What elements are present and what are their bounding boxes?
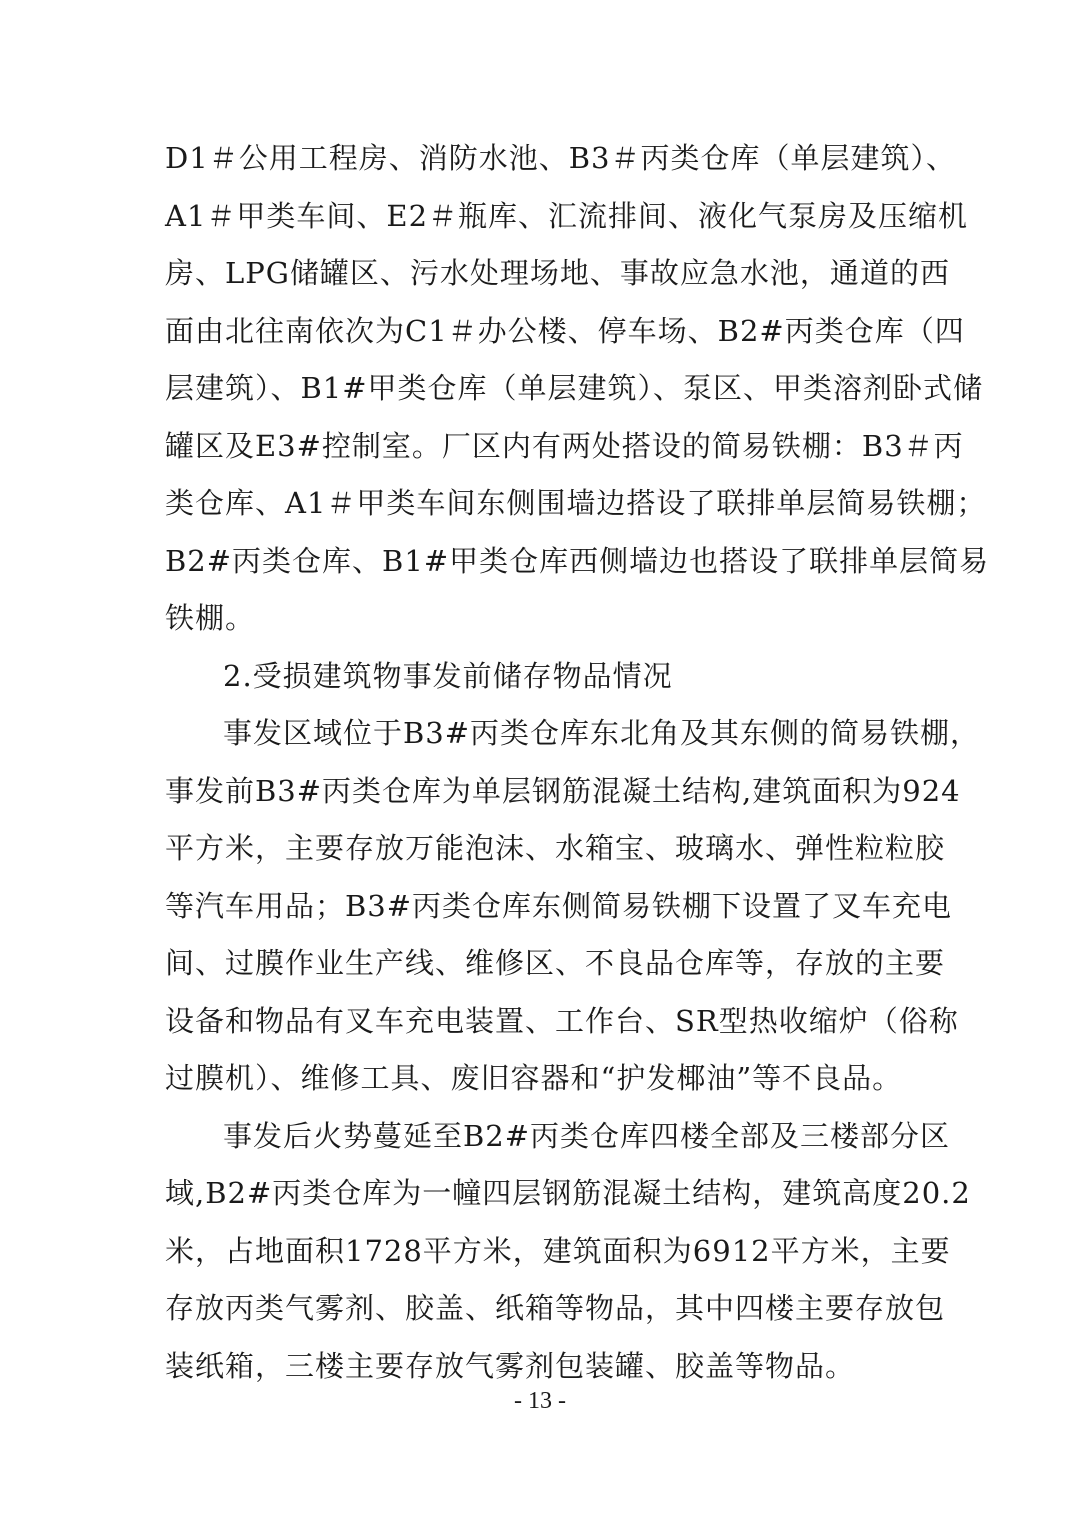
text-line: 铁棚。: [165, 601, 256, 635]
document-body: [165, 130, 990, 1395]
text-line: 类仓库、A1＃甲类车间东侧围墙边搭设了联排单层简易铁棚；: [165, 486, 987, 520]
text-line: D1＃公用工程房、消防水池、B3＃丙类仓库（单层建筑）、: [165, 141, 956, 175]
paragraph-fire-spread: [165, 1108, 971, 1396]
text-line: 事发后火势蔓延至B2#丙类仓库四楼全部及三楼部分区: [223, 1118, 951, 1153]
text-line: 装纸箱，三楼主要存放气雾剂包装罐、胶盖等物品。: [165, 1348, 856, 1383]
text-line: 事发前B3#丙类仓库为单层钢筋混凝土结构,建筑面积为924: [165, 773, 961, 808]
text-line: 设备和物品有叉车充电装置、工作台、SR型热收缩炉（俗称: [165, 1003, 959, 1038]
page-number: - 13 -: [514, 1388, 566, 1414]
text-line: 等汽车用品；B3#丙类仓库东侧简易铁棚下设置了叉车充电: [165, 888, 953, 923]
text-line: 面由北往南依次为C1＃办公楼、停车场、B2#丙类仓库（四: [165, 313, 965, 348]
paragraph-incident-area: [165, 705, 981, 1108]
text-line: 米，占地面积1728平方米，建筑面积为6912平方米，主要: [165, 1233, 951, 1268]
text-line: 存放丙类气雾剂、胶盖、纸箱等物品，其中四楼主要存放包: [165, 1291, 946, 1325]
text-line: 域,B2#丙类仓库为一幢四层钢筋混凝土结构，建筑高度20.2: [165, 1176, 971, 1210]
section-heading: 2.受损建筑物事发前储存物品情况: [223, 658, 673, 693]
text-line: 罐区及E3#控制室。厂区内有两处搭设的简易铁棚：B3＃丙: [165, 428, 964, 463]
text-line: B2#丙类仓库、B1#甲类仓库西侧墙边也搭设了联排单层简易: [165, 543, 990, 578]
text-line: A1＃甲类车间、E2＃瓶库、汇流排间、液化气泵房及压缩机: [165, 198, 969, 233]
text-line: 房、LPG储罐区、污水处理场地、事故应急水池，通道的西: [165, 256, 950, 290]
text-line: 间、过膜作业生产线、维修区、不良品仓库等，存放的主要: [165, 946, 946, 980]
text-line: 层建筑）、B1#甲类仓库（单层建筑）、泵区、甲类溶剂卧式储: [165, 371, 984, 405]
text-line: 平方米，主要存放万能泡沫、水箱宝、玻璃水、弹性粒粒胶: [165, 831, 946, 865]
text-line: 过膜机）、维修工具、废旧容器和“护发椰油”等不良品。: [165, 1061, 903, 1095]
text-line: 事发区域位于B3#丙类仓库东北角及其东侧的简易铁棚，: [223, 716, 981, 750]
paragraph-plant-layout: [165, 130, 990, 648]
